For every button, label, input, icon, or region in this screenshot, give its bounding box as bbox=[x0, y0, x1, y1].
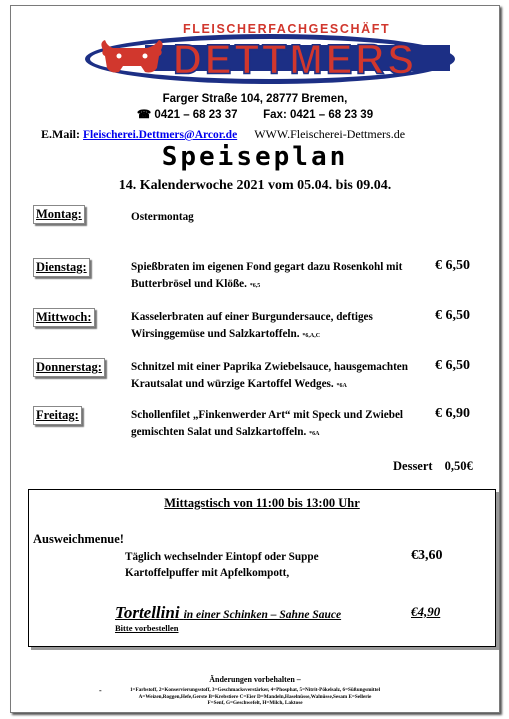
tortellini-name: Tortellini bbox=[115, 603, 180, 622]
day-label-donnerstag: Donnerstag: bbox=[33, 358, 105, 377]
dish-donnerstag: Schnitzel mit einer Paprika Zwiebelsauce, hausgemachten Krautsalat und würzige Kartoffel Wedges. *6A bbox=[131, 361, 408, 390]
page-title: Speiseplan bbox=[161, 142, 349, 172]
day-label-freitag: Freitag: bbox=[33, 406, 82, 425]
dish-freitag: Schollenfilet „Finkenwerder Art“ mit Speck und Zwiebel gemischten Salat und Salzkartoffeln. *6A bbox=[131, 409, 404, 438]
price-mittwoch: € 6,50 bbox=[435, 308, 470, 323]
lunch-box bbox=[28, 489, 496, 647]
price-donnerstag: € 6,50 bbox=[435, 358, 470, 373]
lunch-title: Mittagstisch von 11:00 bis 13:00 Uhr bbox=[164, 496, 360, 510]
dessert-line bbox=[381, 459, 473, 474]
allergen-line-2: A=Weizen,Roggen,Hefe,Gerste B=Krebstiere C=Eier D=Mandeln,Haselnüsse,Walnüsse,Sesam E=Sellerie bbox=[138, 694, 372, 700]
logo-subtitle: FLEISCHERFACHGESCHÄFT bbox=[183, 22, 391, 36]
tortellini-line bbox=[115, 603, 341, 623]
alt-menu-text bbox=[125, 549, 319, 581]
phone-number: 0421 – 68 23 37 bbox=[154, 109, 238, 121]
phone-fax-line bbox=[11, 107, 499, 121]
telephone-icon: ☎ bbox=[136, 109, 152, 121]
website: WWW.Fleischerei-Dettmers.de bbox=[254, 127, 406, 141]
address: Farger Straße 104, 28777 Bremen, bbox=[162, 93, 348, 105]
footer-dash: - bbox=[99, 686, 102, 695]
day-label-mittwoch: Mittwoch: bbox=[33, 308, 95, 327]
changes-note: Änderungen vorbehalten – bbox=[209, 675, 301, 684]
price-dienstag: € 6,50 bbox=[435, 258, 470, 273]
dish-dienstag: Spießbraten im eigenen Fond gegart dazu Rosenkohl mit Butterbrösel und Klöße. *6,5 bbox=[131, 261, 403, 290]
email-label: E.Mail: bbox=[41, 127, 80, 141]
dessert-label: Dessert bbox=[393, 459, 433, 473]
email-line bbox=[41, 127, 405, 142]
allergen-line-3: F=Senf, G=Geschwefelt, H=Milch, Laktose bbox=[207, 700, 303, 706]
dettmers-logo bbox=[77, 22, 462, 90]
day-label-montag: Montag: bbox=[33, 205, 85, 224]
alt-line-2: Kartoffelpuffer mit Apfelkompott, bbox=[125, 567, 290, 579]
email-link[interactable]: Fleischerei.Dettmers@Arcor.de bbox=[83, 129, 238, 141]
logo-name: DETTMERS bbox=[173, 36, 417, 84]
fax-number: Fax: 0421 – 68 23 39 bbox=[263, 109, 374, 121]
tortellini-sauce: in einer Schinken – Sahne Sauce bbox=[183, 609, 342, 621]
order-note: Bitte vorbestellen bbox=[115, 623, 179, 633]
allergen-line-1: 1=Farbstoff, 2=Konservierungsstoff, 3=Geschmacksverstärker, 4=Phosphat, 5=Nitrit-Pökelsalz, 6=Süßungsmittel bbox=[129, 687, 381, 693]
week-subtitle: 14. Kalenderwoche 2021 vom 05.04. bis 09.04. bbox=[118, 178, 392, 193]
menu-page bbox=[10, 5, 500, 713]
tortellini-price: €4,90 bbox=[411, 604, 441, 619]
dish-montag: Ostermontag bbox=[131, 211, 194, 223]
dessert-price: 0,50€ bbox=[444, 459, 473, 473]
price-freitag: € 6,90 bbox=[435, 406, 470, 421]
alt-line-1: Täglich wechselnder Eintopf oder Suppe bbox=[125, 551, 319, 563]
alt-menu-price: €3,60 bbox=[411, 548, 443, 563]
bull-icon bbox=[97, 40, 167, 76]
dish-mittwoch: Kasselerbraten auf einer Burgundersauce, deftiges Wirsinggemüse und Salzkartoffeln. *6,A,C bbox=[131, 311, 373, 340]
alt-menu-label: Ausweichmenue! bbox=[33, 532, 124, 546]
day-label-dienstag: Dienstag: bbox=[33, 258, 90, 277]
